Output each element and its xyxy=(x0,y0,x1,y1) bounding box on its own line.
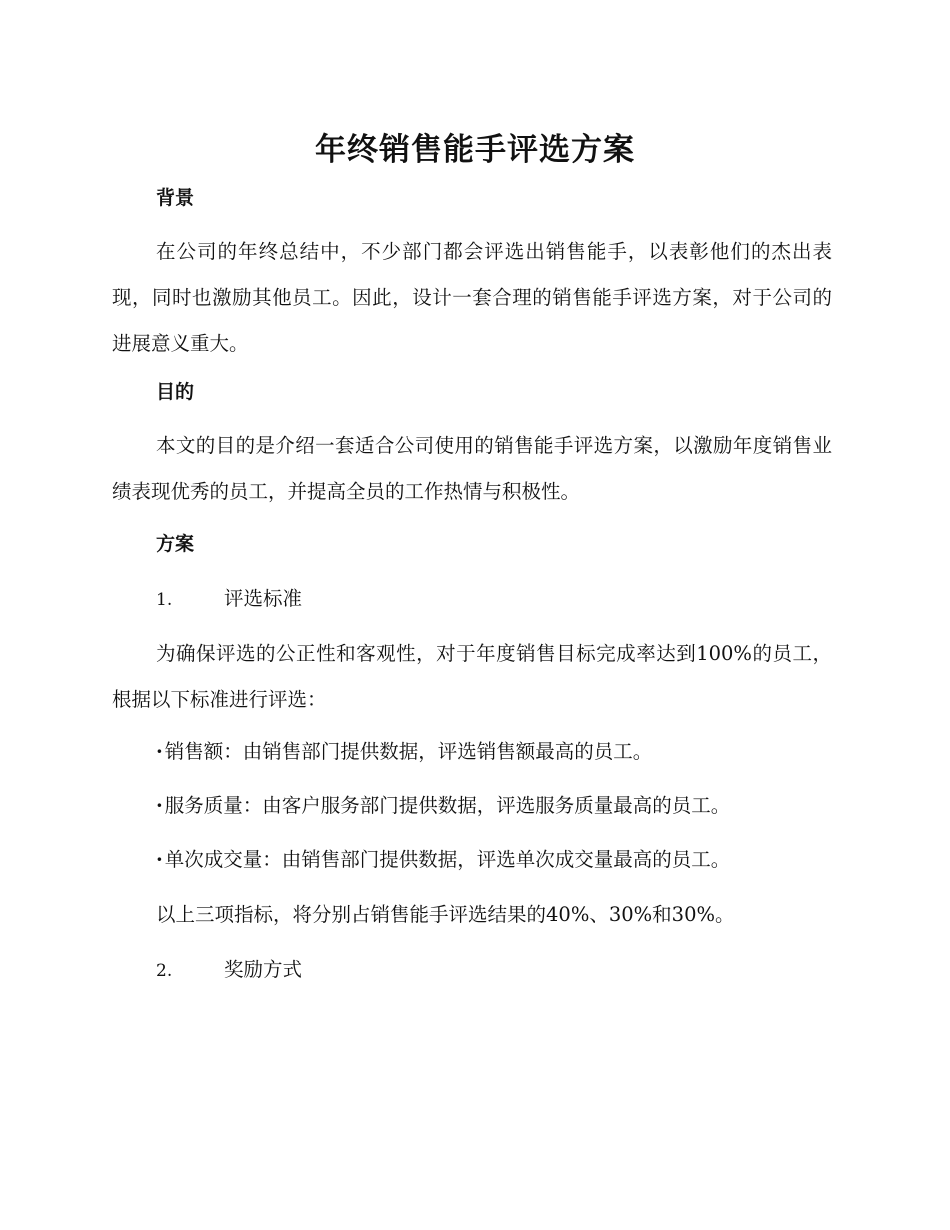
background-paragraph: 在公司的年终总结中，不少部门都会评选出销售能手，以表彰他们的杰出表现，同时也激励其他员工。因此，设计一套合理的销售能手评选方案，对于公司的进展意义重大。 xyxy=(112,240,832,355)
numbered-item-rewards xyxy=(156,956,302,985)
bullet-item xyxy=(156,738,652,766)
bullet-dot: · xyxy=(156,848,163,871)
document-title: 年终销售能手评选方案 xyxy=(315,132,635,168)
bullet-item xyxy=(156,792,730,820)
item-label: 评选标准 xyxy=(224,587,303,610)
numbered-item-criteria xyxy=(156,585,302,614)
bullet-item xyxy=(156,846,730,874)
item-number: 1. xyxy=(156,590,173,610)
item-number: 2. xyxy=(156,961,173,981)
criteria-intro-paragraph: 为确保评选的公正性和客观性，对于年度销售目标完成率达到100%的员工，根据以下标准进行评选： xyxy=(112,642,832,711)
weights-note: 以上三项指标，将分别占销售能手评选结果的40%、30%和30%。 xyxy=(156,903,735,926)
bullet-text: 服务质量：由客户服务部门提供数据，评选服务质量最高的员工。 xyxy=(164,794,731,817)
bullet-dot: · xyxy=(156,740,163,763)
bullet-dot: · xyxy=(156,794,163,817)
purpose-paragraph: 本文的目的是介绍一套适合公司使用的销售能手评选方案，以激励年度销售业绩表现优秀的员工，并提高全员的工作热情与积极性。 xyxy=(112,434,832,503)
item-label: 奖励方式 xyxy=(224,958,303,981)
plan-heading: 方案 xyxy=(156,533,195,555)
bullet-text: 销售额：由销售部门提供数据，评选销售额最高的员工。 xyxy=(164,740,653,763)
background-heading: 背景 xyxy=(156,187,195,209)
purpose-heading: 目的 xyxy=(156,381,195,403)
bullet-text: 单次成交量：由销售部门提供数据，评选单次成交量最高的员工。 xyxy=(164,848,731,871)
